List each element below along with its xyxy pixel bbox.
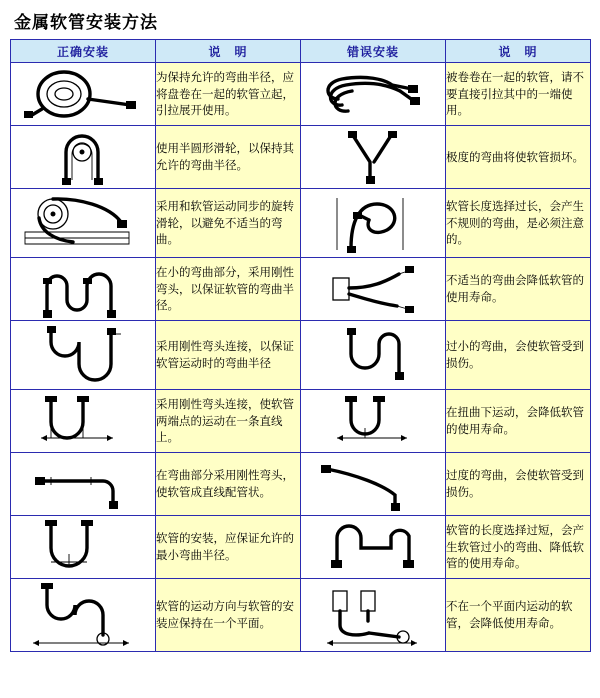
figure-wrong-twisted-motion: [301, 390, 446, 453]
page-title: 金属软管安装方法: [14, 13, 158, 33]
description-wrong-7: 过度的弯曲，会使软管受到损伤。: [446, 453, 591, 516]
table-row: [11, 126, 591, 189]
figure-wrong-sharp-bend: [301, 126, 446, 189]
table-row: [11, 321, 591, 390]
description-correct-4: 在小的弯曲部分，采用刚性弯头，以保证软管的弯曲半径。: [156, 258, 301, 321]
figure-wrong-too-small-bend: [301, 321, 446, 390]
figure-correct-coiled-hose-standing: [11, 63, 156, 126]
description-wrong-9: 不在一个平面内运动的软管，会降低使用寿命。: [446, 579, 591, 652]
figure-wrong-too-long-small-bend: [301, 516, 446, 579]
figure-correct-semicircular-pulley: [11, 126, 156, 189]
figure-wrong-coiled-hose-pulled: [301, 63, 446, 126]
figure-correct-straight-line-motion: [11, 390, 156, 453]
figure-correct-straight-piping: [11, 453, 156, 516]
description-wrong-6: 在扭曲下运动，会降低软管的使用寿命。: [446, 390, 591, 453]
figure-wrong-out-of-plane-motion: [301, 579, 446, 652]
table-row: [11, 516, 591, 579]
hose-installation-table: [10, 39, 591, 652]
table-header-row: [11, 40, 591, 63]
description-correct-9: 软管的运动方向与软管的安装应保持在一个平面。: [156, 579, 301, 652]
column-header-correct-install: 正确安装: [11, 40, 156, 63]
description-correct-3: 采用和软管运动同步的旋转滑轮，以避免不适当的弯曲。: [156, 189, 301, 258]
figure-wrong-excess-length: [301, 189, 446, 258]
figure-correct-rotating-pulley: [11, 189, 156, 258]
description-correct-7: 在弯曲部分采用刚性弯头，使软管成直线配管状。: [156, 453, 301, 516]
table-row: [11, 63, 591, 126]
description-correct-5: 采用刚性弯头连接，以保证软管运动时的弯曲半径: [156, 321, 301, 390]
description-correct-6: 采用刚性弯头连接，使软管两端点的运动在一条直线上。: [156, 390, 301, 453]
column-header-description-2: 说 明: [446, 40, 591, 63]
table-row: [11, 258, 591, 321]
figure-correct-min-bend-radius: [11, 516, 156, 579]
description-wrong-4: 不适当的弯曲会降低软管的使用寿命。: [446, 258, 591, 321]
table-row: [11, 390, 591, 453]
figure-correct-same-plane-motion: [11, 579, 156, 652]
description-wrong-2: 极度的弯曲将使软管损坏。: [446, 126, 591, 189]
figure-wrong-excessive-bend: [301, 453, 446, 516]
table-row: [11, 453, 591, 516]
table-row: [11, 189, 591, 258]
description-wrong-8: 软管的长度选择过短，会产生软管过小的弯曲、降低软管的使用寿命。: [446, 516, 591, 579]
figure-correct-rigid-elbow-u: [11, 321, 156, 390]
description-correct-1: 为保持允许的弯曲半径，应将盘卷在一起的软管立起，引拉展开使用。: [156, 63, 301, 126]
table-row: [11, 579, 591, 652]
description-wrong-3: 软管长度选择过长，会产生不规则的弯曲，是必须注意的。: [446, 189, 591, 258]
column-header-wrong-install: 错误安装: [301, 40, 446, 63]
description-correct-2: 使用半圆形滑轮，以保持其允许的弯曲半径。: [156, 126, 301, 189]
description-wrong-5: 过小的弯曲，会使软管受到损伤。: [446, 321, 591, 390]
figure-wrong-improper-bend: [301, 258, 446, 321]
column-header-description-1: 说 明: [156, 40, 301, 63]
description-correct-8: 软管的安装，应保证允许的最小弯曲半径。: [156, 516, 301, 579]
figure-correct-rigid-elbow-small-bend: [11, 258, 156, 321]
description-wrong-1: 被卷卷在一起的软管，请不要直接引拉其中的一端使用。: [446, 63, 591, 126]
